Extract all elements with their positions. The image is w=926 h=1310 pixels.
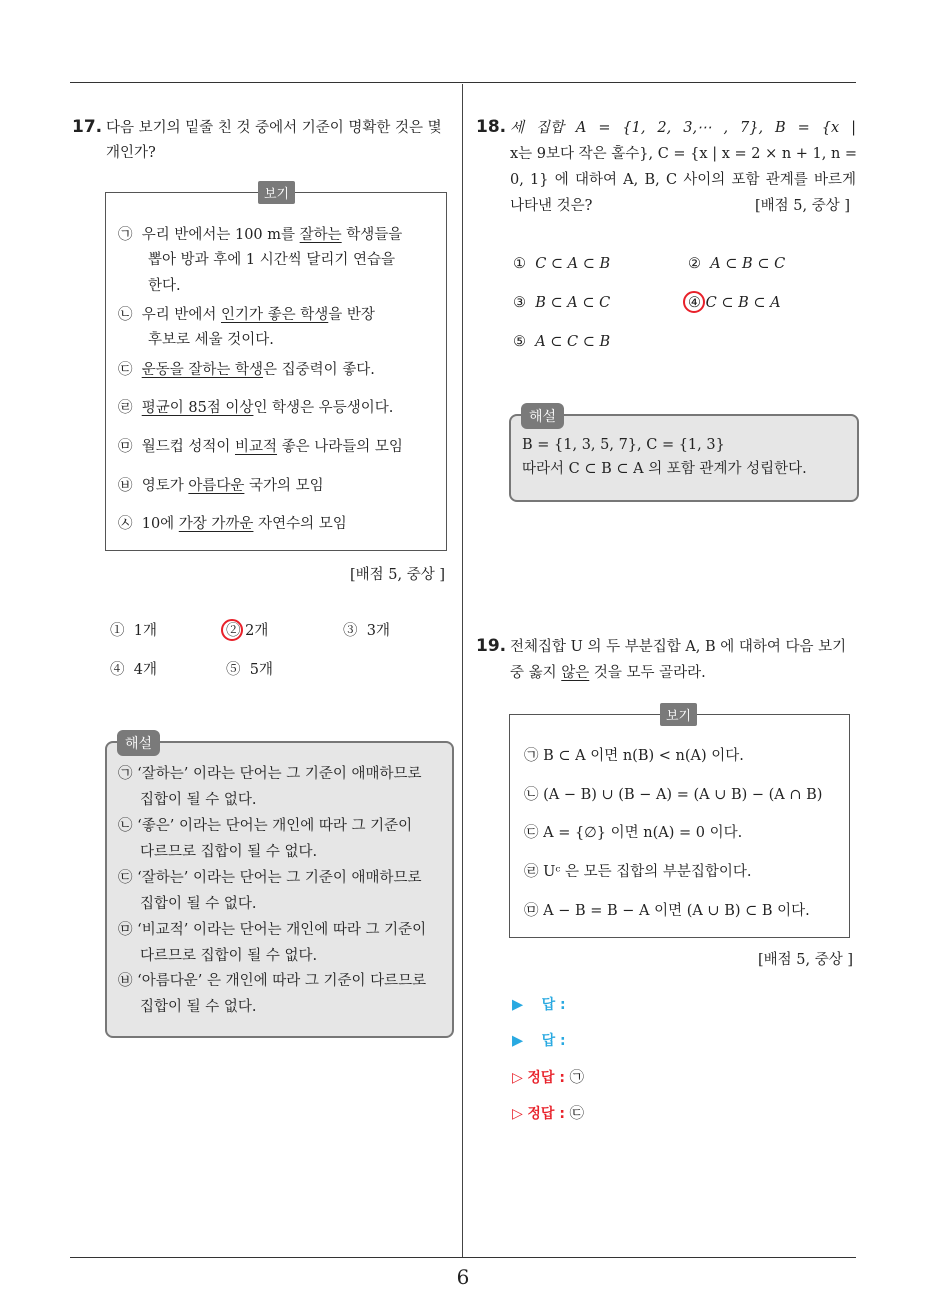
q17-option-1[interactable]: ① 1개 — [110, 623, 157, 639]
outline-arrow-icon: ▷ — [512, 1106, 523, 1122]
q19-number: 19. — [476, 636, 507, 656]
play-arrow-icon: ▶ — [512, 997, 524, 1013]
q19-item: ㉡ (A − B) ∪ (B − A) = (A ∪ B) − (A ∩ B) — [524, 787, 823, 803]
q17-solution-line: 집합이 될 수 없다. — [140, 792, 257, 808]
q17-bogi-label: 보기 — [258, 181, 295, 204]
q19-answer-row-2 — [512, 1031, 566, 1051]
q17-item-a-line3: 한다. — [148, 278, 181, 294]
q17-score: [배점 5, 중상 ] — [350, 567, 446, 583]
correct-value: ㉠ — [569, 1070, 585, 1086]
q19-correct-row-2 — [512, 1104, 584, 1124]
q17-solution-line: ㉤ ‘비교적’ 이라는 단어는 개인에 따라 그 기준이 — [118, 922, 427, 938]
q18-solution-line1: B = {1, 3, 5, 7}, C = {1, 3} — [522, 437, 725, 453]
q17-item-c: ㉢ 운동을 잘하는 학생은 집중력이 좋다. — [118, 362, 375, 378]
q17-text-line1: 다음 보기의 밑줄 친 것 중에서 기준이 명확한 것은 몇 — [106, 120, 442, 136]
column-divider — [462, 84, 463, 1257]
q17-item-g: ㉦ 10에 가장 가까운 자연수의 모임 — [118, 516, 347, 532]
q17-solution-line: ㉠ ‘잘하는’ 이라는 단어는 그 기준이 애매하므로 — [118, 766, 422, 782]
q19-bogi-label: 보기 — [660, 703, 697, 726]
q17-item-a-line2: 뽑아 방과 후에 1 시간씩 달리기 연습을 — [148, 252, 395, 268]
q17-option-2[interactable]: ② 2개 — [226, 623, 269, 639]
q19-item: ㉢ A = {∅} 이면 n(A) = 0 이다. — [524, 825, 743, 841]
q17-item-b-line1: ㉡ 우리 반에서 인기가 좋은 학생을 반장 — [118, 307, 375, 323]
q19-answer-row-1 — [512, 995, 566, 1015]
q19-text-line1: 전체집합 U 의 두 부분집합 A, B 에 대하여 다음 보기 — [510, 639, 847, 655]
q18-solution-line2: 따라서 C ⊂ B ⊂ A 의 포함 관계가 성립한다. — [522, 461, 807, 477]
q17-item-d: ㉣ 평균이 85점 이상인 학생은 우등생이다. — [118, 400, 394, 416]
q18-option-4[interactable]: ④ C ⊂ B ⊂ A — [688, 295, 781, 311]
page-number: 6 — [456, 1265, 470, 1289]
q18-solution-box — [509, 409, 859, 502]
q19-item: ㉤ A − B = B − A 이면 (A ∪ B) ⊂ B 이다. — [524, 903, 810, 919]
q19-correct-row-1 — [512, 1068, 584, 1088]
q17-selected-circle — [221, 619, 243, 641]
q18-number: 18. — [476, 117, 507, 137]
q17-solution-box — [105, 736, 454, 1038]
q19-score: [배점 5, 중상 ] — [758, 952, 854, 968]
answer-label: 답 : — [541, 1033, 566, 1049]
q17-option-5[interactable]: ⑤ 5개 — [226, 662, 273, 678]
q17-text-line2: 개인가? — [106, 145, 156, 161]
correct-label: 정답 : — [527, 1106, 565, 1122]
play-arrow-icon: ▶ — [512, 1033, 524, 1049]
correct-value: ㉢ — [569, 1106, 585, 1122]
q18-text-line2: x는 9보다 작은 홀수}, C = {x | x = 2 × n + 1, n = — [510, 146, 858, 162]
top-rule — [70, 82, 856, 83]
bottom-rule — [70, 1257, 856, 1258]
q18-option-3[interactable]: ③ B ⊂ A ⊂ C — [513, 295, 611, 311]
q17-item-f: ㉥ 영토가 아름다운 국가의 모임 — [118, 478, 324, 494]
q17-option-4[interactable]: ④ 4개 — [110, 662, 157, 678]
q17-solution-line: ㉢ ‘잘하는’ 이라는 단어는 그 기준이 애매하므로 — [118, 870, 422, 886]
q17-solution-line: 다르므로 집합이 될 수 없다. — [140, 948, 318, 964]
q18-text-line4: 나타낸 것은? — [510, 198, 593, 214]
q17-item-a-line1: ㉠ 우리 반에서는 100 m를 잘하는 학생들을 — [118, 227, 403, 243]
q18-score: [배점 5, 중상 ] — [755, 198, 851, 214]
q17-solution-line: 집합이 될 수 없다. — [140, 896, 257, 912]
answer-label: 답 : — [541, 997, 566, 1013]
q18-text-line1: 세 집합 A = {1, 2, 3,⋯ , 7}, B = {x | — [510, 120, 856, 136]
outline-arrow-icon: ▷ — [512, 1070, 523, 1086]
q17-solution-line: 다르므로 집합이 될 수 없다. — [140, 844, 318, 860]
q18-selected-circle — [683, 291, 705, 313]
q19-item: ㉠ B ⊂ A 이면 n(B) < n(A) 이다. — [524, 748, 744, 764]
q18-option-1[interactable]: ① C ⊂ A ⊂ B — [513, 256, 611, 272]
q17-solution-label: 해설 — [117, 730, 160, 756]
q17-item-e: ㉤ 월드컵 성적이 비교적 좋은 나라들의 모임 — [118, 439, 403, 455]
q17-option-3[interactable]: ③ 3개 — [343, 623, 390, 639]
q19-text-line2: 중 옳지 않은 것을 모두 골라라. — [510, 665, 706, 681]
q18-text-line3: 0, 1} 에 대하여 A, B, C 사이의 포함 관계를 바르게 — [510, 172, 856, 188]
q17-solution-line: 집합이 될 수 없다. — [140, 999, 257, 1015]
q19-item: ㉣ Uᶜ 은 모든 집합의 부분집합이다. — [524, 864, 752, 880]
q18-solution-label: 해설 — [521, 403, 564, 429]
q17-solution-line: ㉡ ‘좋은’ 이라는 단어는 개인에 따라 그 기준이 — [118, 818, 413, 834]
correct-label: 정답 : — [527, 1070, 565, 1086]
q18-option-5[interactable]: ⑤ A ⊂ C ⊂ B — [513, 334, 611, 350]
q17-solution-line: ㉥ ‘아름다운’ 은 개인에 따라 그 기준이 다르므로 — [118, 973, 427, 989]
q18-option-2[interactable]: ② A ⊂ B ⊂ C — [688, 256, 786, 272]
q17-number: 17. — [72, 117, 103, 137]
q17-item-b-line2: 후보로 세울 것이다. — [148, 332, 274, 348]
